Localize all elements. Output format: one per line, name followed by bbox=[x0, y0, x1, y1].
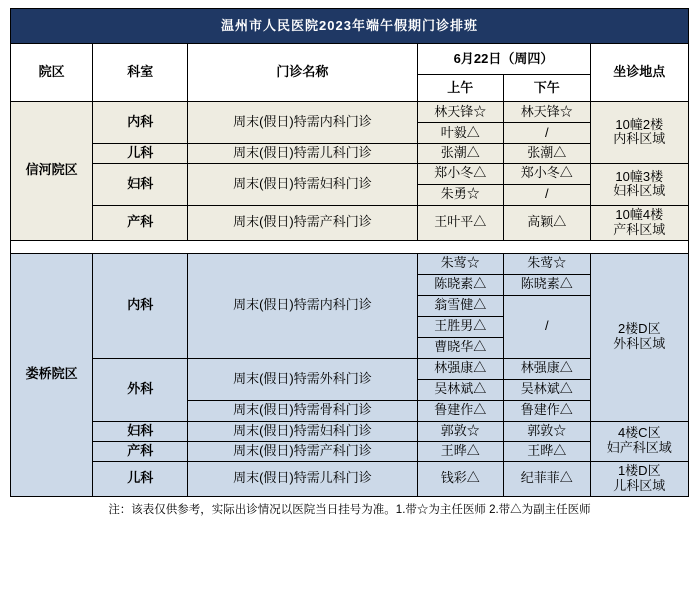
location-line-1: 10幢4楼 bbox=[615, 206, 664, 222]
doctor-afternoon: 陈晓素△ bbox=[504, 274, 591, 295]
location-line-1: 1楼D区 bbox=[617, 462, 661, 478]
doctor-afternoon: 王晔△ bbox=[504, 441, 591, 461]
title-row bbox=[11, 9, 689, 44]
table-row bbox=[11, 441, 689, 461]
table-row bbox=[11, 144, 689, 164]
doctor-afternoon: / bbox=[504, 295, 591, 358]
location-line-1: 4楼C区 bbox=[617, 425, 661, 441]
doctor-morning: 王晔△ bbox=[417, 441, 504, 461]
doctor-afternoon: 林强康△ bbox=[504, 358, 591, 379]
doctor-afternoon: 张潮△ bbox=[504, 144, 591, 164]
clinic-name: 周末(假日)特需儿科门诊 bbox=[188, 144, 417, 164]
table-row bbox=[11, 421, 689, 441]
doctor-morning: 朱勇☆ bbox=[417, 184, 504, 205]
doctor-morning: 钱彩△ bbox=[417, 461, 504, 496]
doctor-afternoon: 吴林斌△ bbox=[504, 379, 591, 400]
schedule-table bbox=[10, 8, 689, 497]
table-row bbox=[11, 461, 689, 496]
spacer bbox=[11, 240, 689, 253]
location-cell bbox=[590, 102, 688, 164]
dept-label: 外科 bbox=[93, 358, 188, 421]
dept-label: 内科 bbox=[93, 102, 188, 144]
doctor-morning: 吴林斌△ bbox=[417, 379, 504, 400]
dept-label: 产科 bbox=[93, 205, 188, 240]
location-cell bbox=[590, 163, 688, 205]
header-location: 坐诊地点 bbox=[590, 44, 688, 102]
table-row bbox=[11, 205, 689, 240]
clinic-name: 周末(假日)特需内科门诊 bbox=[188, 102, 417, 144]
doctor-afternoon: / bbox=[504, 123, 591, 144]
location-cell bbox=[590, 421, 688, 461]
location-line-1: 10幢3楼 bbox=[615, 168, 664, 184]
doctor-morning: 朱莺☆ bbox=[417, 253, 504, 274]
campus-label: 信河院区 bbox=[11, 102, 93, 241]
header-row-1 bbox=[11, 44, 689, 75]
doctor-morning: 林天锋☆ bbox=[417, 102, 504, 123]
doctor-afternoon: 高颖△ bbox=[504, 205, 591, 240]
clinic-name: 周末(假日)特需外科门诊 bbox=[188, 358, 417, 400]
doctor-morning: 张潮△ bbox=[417, 144, 504, 164]
doctor-afternoon: 郑小冬△ bbox=[504, 163, 591, 184]
location-line-1: 2楼D区 bbox=[617, 321, 661, 337]
dept-label: 儿科 bbox=[93, 144, 188, 164]
table-row bbox=[11, 253, 689, 274]
doctor-morning: 曹晓华△ bbox=[417, 337, 504, 358]
clinic-name: 周末(假日)特需内科门诊 bbox=[188, 253, 417, 358]
location-line-2: 外科区域 bbox=[613, 336, 666, 352]
dept-label: 产科 bbox=[93, 441, 188, 461]
doctor-afternoon: 郭敦☆ bbox=[504, 421, 591, 441]
clinic-name: 周末(假日)特需儿科门诊 bbox=[188, 461, 417, 496]
dept-label: 内科 bbox=[93, 253, 188, 358]
doctor-morning: 王叶平△ bbox=[417, 205, 504, 240]
section-gap bbox=[11, 240, 689, 253]
doctor-morning: 鲁建作△ bbox=[417, 400, 504, 421]
location-line-1: 10幢2楼 bbox=[615, 116, 664, 132]
doctor-afternoon: / bbox=[504, 184, 591, 205]
doctor-morning: 王胜男△ bbox=[417, 316, 504, 337]
footer-note: 注：该表仅供参考，实际出诊情况以医院当日挂号为准。1.带☆为主任医师 2.带△为副主任医师 bbox=[108, 503, 591, 516]
clinic-name: 周末(假日)特需妇科门诊 bbox=[188, 163, 417, 205]
header-clinic-name: 门诊名称 bbox=[188, 44, 417, 102]
table-row bbox=[11, 358, 689, 379]
header-campus: 院区 bbox=[11, 44, 93, 102]
clinic-name: 周末(假日)特需产科门诊 bbox=[188, 205, 417, 240]
clinic-name: 周末(假日)特需产科门诊 bbox=[188, 441, 417, 461]
location-cell bbox=[590, 253, 688, 421]
campus-label: 娄桥院区 bbox=[11, 253, 93, 496]
location-cell bbox=[590, 205, 688, 240]
header-morning: 上午 bbox=[417, 75, 504, 102]
doctor-morning: 郭敦☆ bbox=[417, 421, 504, 441]
page-title: 温州市人民医院2023年端午假期门诊排班 bbox=[11, 9, 689, 44]
location-line-2: 妇产科区域 bbox=[606, 440, 672, 456]
doctor-afternoon: 鲁建作△ bbox=[504, 400, 591, 421]
location-line-2: 产科区域 bbox=[613, 221, 666, 237]
doctor-morning: 郑小冬△ bbox=[417, 163, 504, 184]
header-afternoon: 下午 bbox=[504, 75, 591, 102]
location-line-2: 内科区域 bbox=[613, 131, 666, 147]
doctor-afternoon: 朱莺☆ bbox=[504, 253, 591, 274]
clinic-name: 周末(假日)特需骨科门诊 bbox=[188, 400, 417, 421]
clinic-name: 周末(假日)特需妇科门诊 bbox=[188, 421, 417, 441]
doctor-afternoon: 纪菲菲△ bbox=[504, 461, 591, 496]
doctor-morning: 陈晓素△ bbox=[417, 274, 504, 295]
doctor-morning: 翁雪健△ bbox=[417, 295, 504, 316]
dept-label: 妇科 bbox=[93, 163, 188, 205]
section-xinhe bbox=[11, 102, 689, 241]
location-line-2: 妇科区域 bbox=[613, 183, 666, 199]
table-row bbox=[11, 102, 689, 123]
dept-label: 儿科 bbox=[93, 461, 188, 496]
location-cell bbox=[590, 461, 688, 496]
table-row bbox=[11, 163, 689, 184]
section-louqiao bbox=[11, 253, 689, 496]
doctor-afternoon: 林天锋☆ bbox=[504, 102, 591, 123]
doctor-morning: 林强康△ bbox=[417, 358, 504, 379]
location-line-2: 儿科区域 bbox=[613, 477, 666, 493]
doctor-morning: 叶毅△ bbox=[417, 123, 504, 144]
dept-label: 妇科 bbox=[93, 421, 188, 441]
header-dept: 科室 bbox=[93, 44, 188, 102]
header-date: 6月22日（周四） bbox=[417, 44, 590, 75]
